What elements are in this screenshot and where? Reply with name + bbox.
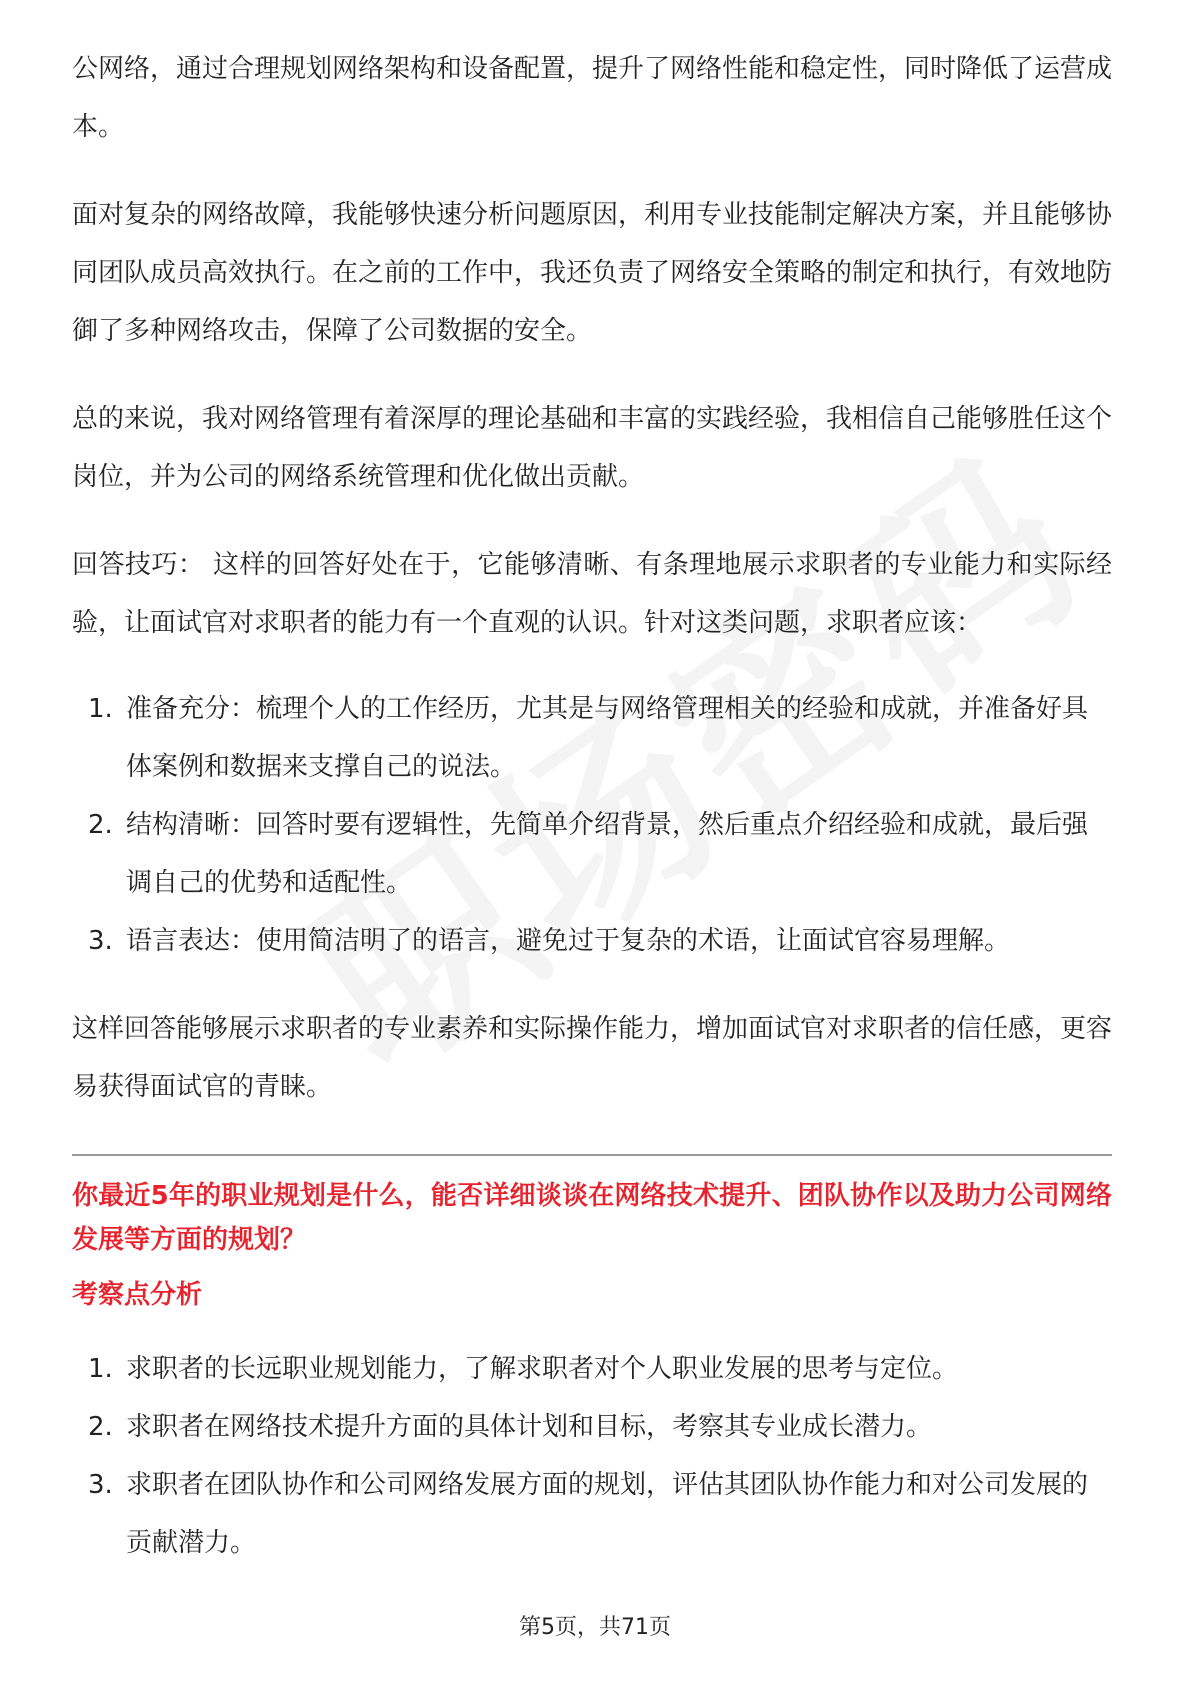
list-item-text: 准备充分：梳理个人的工作经历，尤其是与网络管理相关的经验和成就，并准备好具体案例和数据来支撑自己的说法。 [126, 694, 1089, 782]
analysis-list [72, 1340, 1112, 1572]
question-heading: 你最近5年的职业规划是什么，能否详细谈谈在网络技术提升、团队协作以及助力公司网络发展等方面的规划？ [72, 1181, 1112, 1255]
page-content [72, 40, 1112, 1572]
list-item [72, 796, 1112, 912]
list-item [72, 912, 1112, 970]
paragraph-troubleshooting: 面对复杂的网络故障，我能够快速分析问题原因，利用专业技能制定解决方案，并且能够协同团队成员高效执行。在之前的工作中，我还负责了网络安全策略的制定和执行，有效地防御了多种网络攻击，保障了公司数据的安全。 [72, 200, 1113, 346]
list-item-text: 结构清晰：回答时要有逻辑性，先简单介绍背景，然后重点介绍经验和成就，最后强调自己的优势和适配性。 [126, 810, 1089, 898]
list-item [72, 1398, 1112, 1456]
list-number: 3. [88, 926, 113, 956]
analysis-heading: 考察点分析 [72, 1280, 203, 1310]
tips-list [72, 680, 1112, 970]
list-item [72, 680, 1112, 796]
list-item-text: 求职者的长远职业规划能力，了解求职者对个人职业发展的思考与定位。 [126, 1354, 959, 1384]
paragraph-answer-tips: 回答技巧： 这样的回答好处在于，它能够清晰、有条理地展示求职者的专业能力和实际经验，让面试官对求职者的能力有一个直观的认识。针对这类问题，求职者应该： [72, 550, 1112, 638]
list-item-text: 语言表达：使用简洁明了的语言，避免过于复杂的术语，让面试官容易理解。 [126, 926, 1011, 956]
list-item [72, 1456, 1112, 1572]
paragraph-summary: 总的来说，我对网络管理有着深厚的理论基础和丰富的实践经验，我相信自己能够胜任这个岗位，并为公司的网络系统管理和优化做出贡献。 [72, 404, 1113, 492]
list-number: 3. [88, 1470, 113, 1500]
list-item-text: 求职者在网络技术提升方面的具体计划和目标，考察其专业成长潜力。 [126, 1412, 933, 1442]
list-number: 1. [88, 694, 113, 724]
list-number: 2. [88, 810, 113, 840]
list-item [72, 1340, 1112, 1398]
paragraph-closing: 这样回答能够展示求职者的专业素养和实际操作能力，增加面试官对求职者的信任感，更容易获得面试官的青睐。 [72, 1014, 1113, 1102]
list-item-text: 求职者在团队协作和公司网络发展方面的规划，评估其团队协作能力和对公司发展的贡献潜力。 [126, 1470, 1089, 1558]
page-number-footer: 第5页，共71页 [519, 1615, 671, 1640]
list-number: 2. [88, 1412, 113, 1442]
list-number: 1. [88, 1354, 113, 1384]
paragraph-continued: 公网络，通过合理规划网络架构和设备配置，提升了网络性能和稳定性，同时降低了运营成本。 [72, 54, 1113, 142]
